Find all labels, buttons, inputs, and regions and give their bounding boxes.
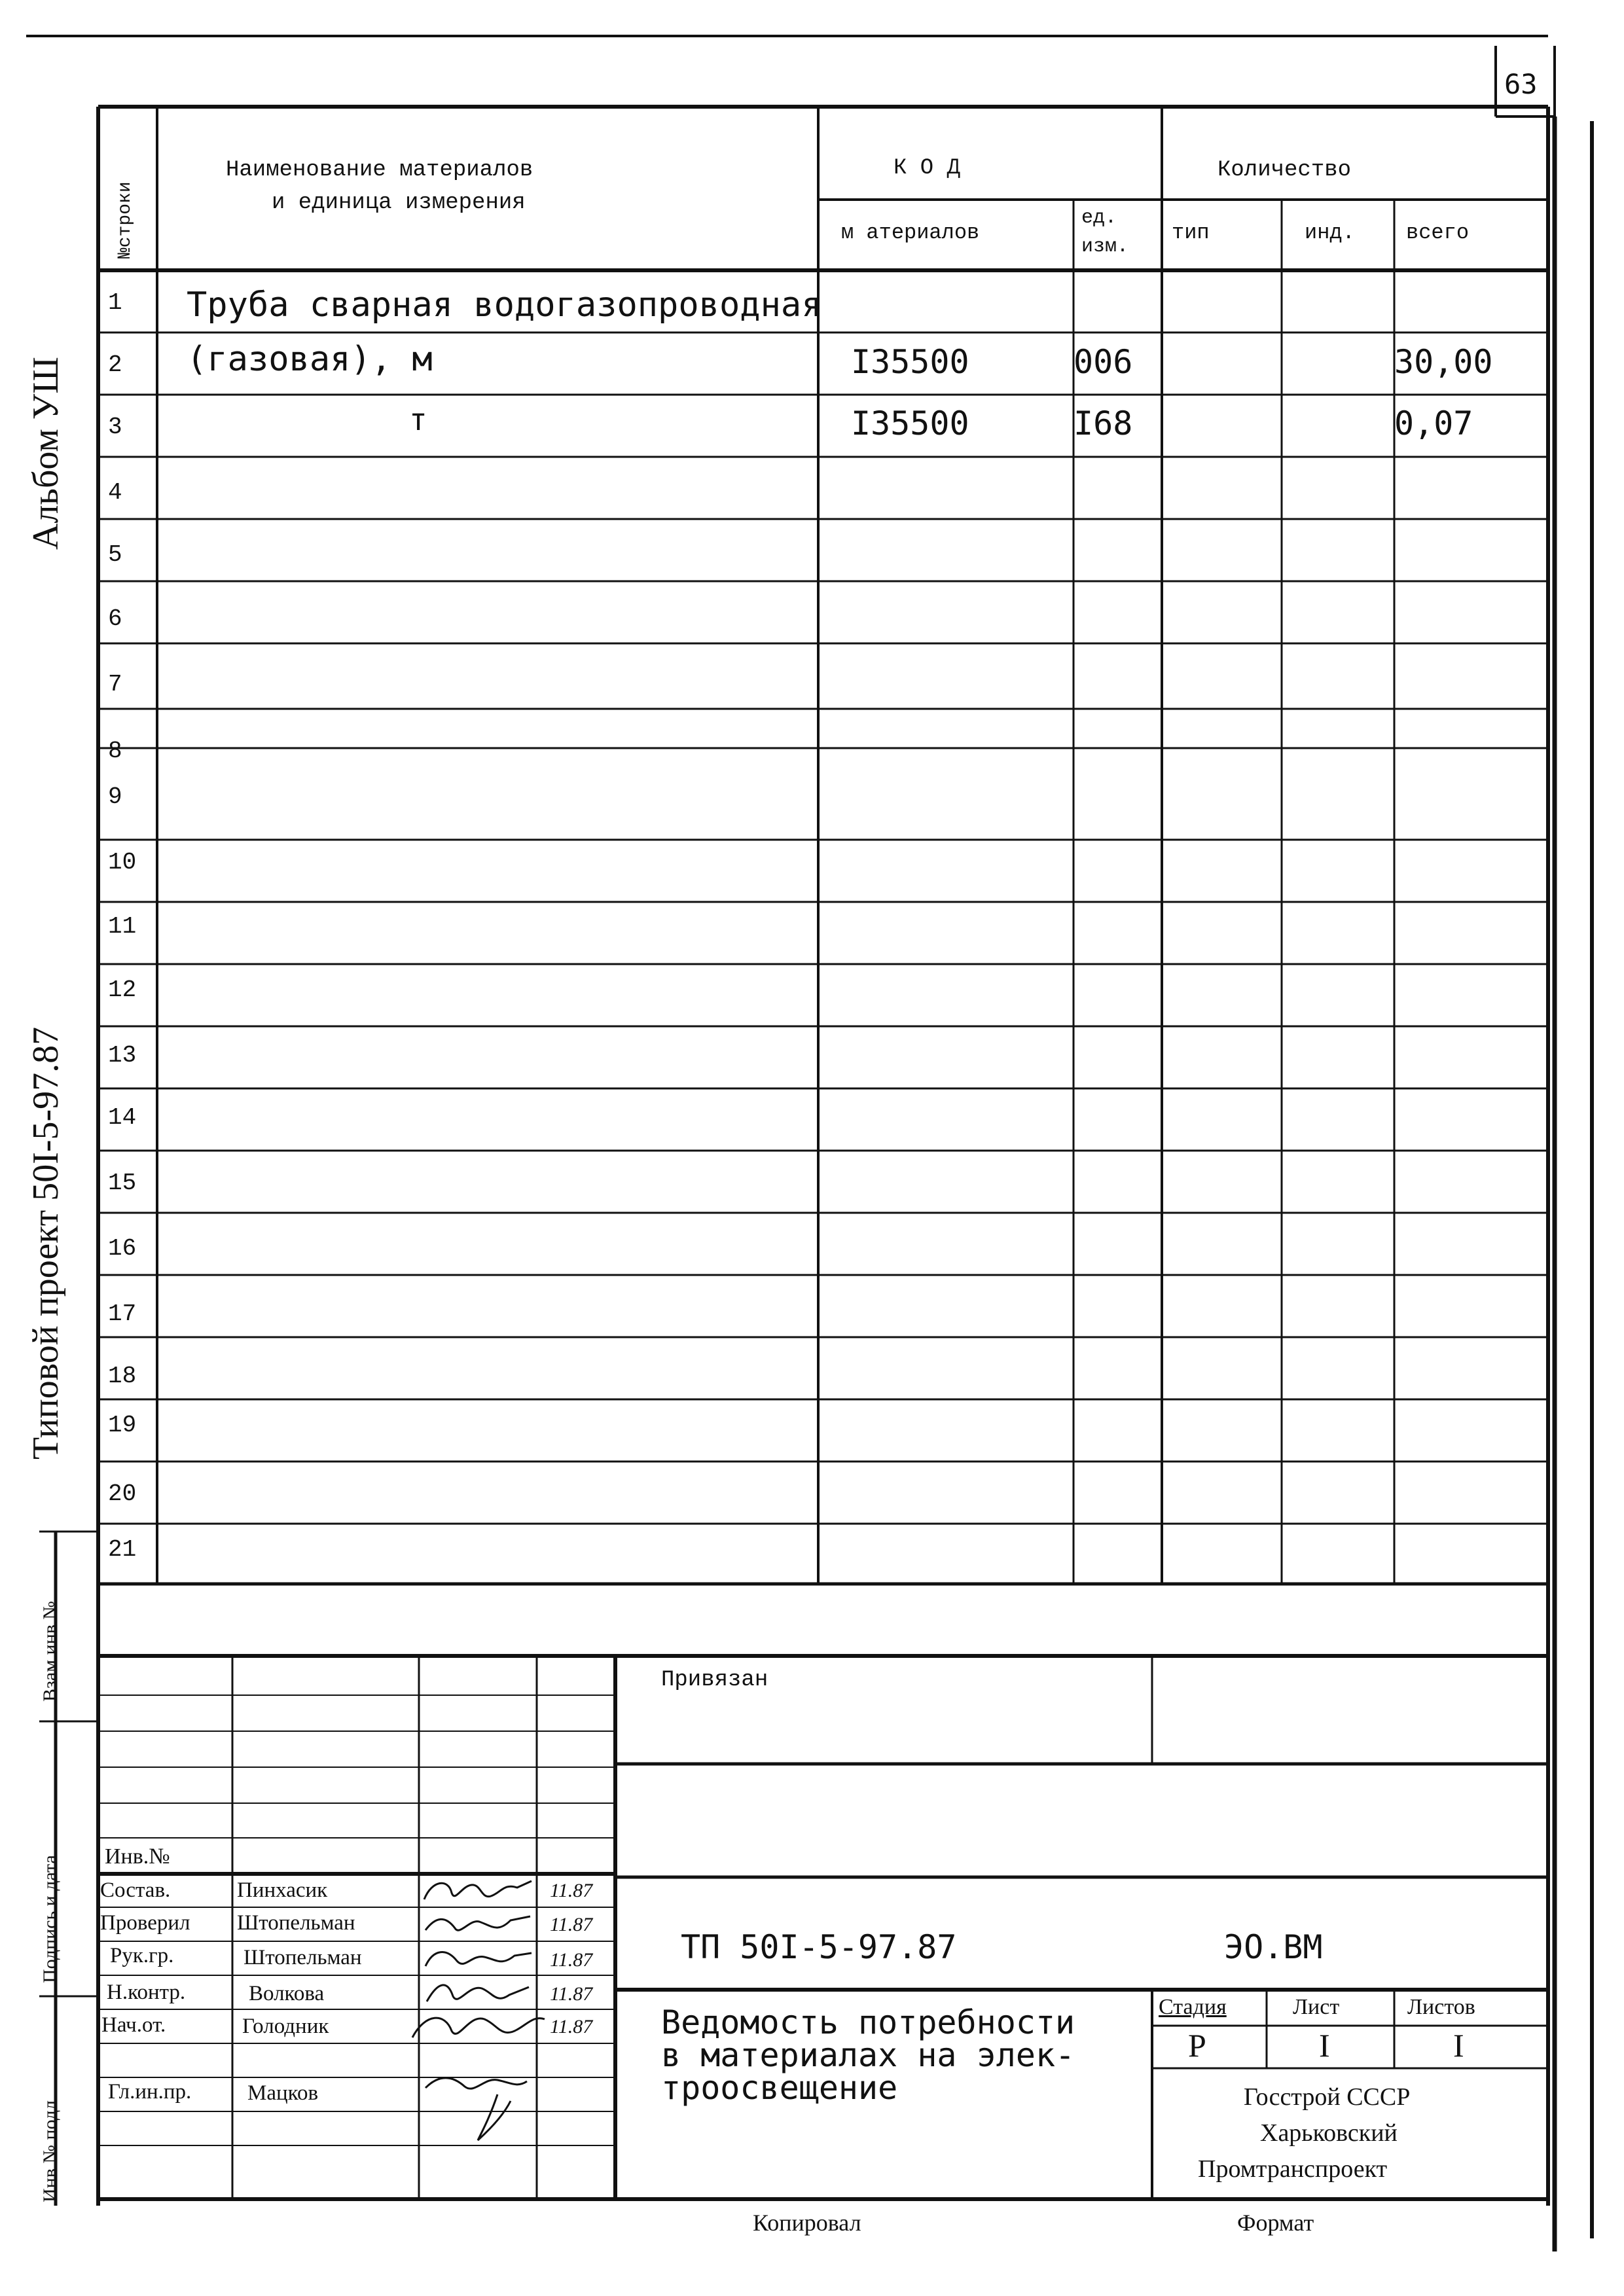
org-line1: Госстрой СССР xyxy=(1244,2083,1411,2111)
person-name: Голодник xyxy=(242,2015,329,2038)
row-number: 21 xyxy=(108,1536,137,1563)
row-number: 4 xyxy=(108,479,122,506)
row-number: 19 xyxy=(108,1412,137,1439)
row-number: 11 xyxy=(108,913,137,940)
album-title: Альбом УШ xyxy=(26,357,66,550)
person-date: 11.87 xyxy=(550,1949,593,1971)
row-number: 5 xyxy=(108,541,122,568)
sheets-value: I xyxy=(1453,2027,1464,2064)
signature-shtopelman-2 xyxy=(419,1941,537,1975)
footer-format: Формат xyxy=(1237,2210,1314,2236)
row-2-code: I35500 xyxy=(851,343,969,381)
document-title-line2: в материалах на элек- xyxy=(661,2036,1075,2074)
row-2-total: 30,00 xyxy=(1394,343,1493,381)
person-name: Волкова xyxy=(249,1982,325,2005)
row-number: 15 xyxy=(108,1170,137,1196)
person-date: 11.87 xyxy=(550,2016,593,2037)
header-total: всего xyxy=(1406,221,1470,245)
designation-code: ТП 50I-5-97.87 xyxy=(681,1928,957,1966)
row-number: 3 xyxy=(108,414,122,440)
header-quantity: Количество xyxy=(1218,158,1352,183)
project-title: Типовой проект 50I-5-97.87 xyxy=(26,1026,66,1460)
sheet-value: I xyxy=(1319,2027,1330,2064)
sheets-label: Листов xyxy=(1407,1995,1475,2019)
row-number: 16 xyxy=(108,1235,137,1262)
row-2-name: (газовая), м xyxy=(187,340,433,379)
person-date: 11.87 xyxy=(550,1914,593,1935)
page-number: 63 xyxy=(1504,68,1538,100)
document-title-line3: троосвещение xyxy=(661,2069,898,2107)
org-line2: Харьковский xyxy=(1260,2119,1398,2147)
person-role: Состав. xyxy=(100,1878,171,1902)
row-number: 12 xyxy=(108,977,137,1003)
row-number: 1 xyxy=(108,289,122,316)
row-3-total: 0,07 xyxy=(1394,404,1473,442)
person-role: Гл.ин.пр. xyxy=(108,2080,192,2104)
row-number: 6 xyxy=(108,605,122,632)
row-number: 2 xyxy=(108,351,122,378)
header-tip: тип xyxy=(1172,221,1210,245)
person-role: Нач.от. xyxy=(101,2013,166,2037)
person-role: Н.контр. xyxy=(107,1981,186,2004)
row-number: 18 xyxy=(108,1363,137,1390)
privyazan-label: Привязан xyxy=(661,1668,768,1693)
row-3-code: I35500 xyxy=(851,404,969,442)
person-name: Штопельман xyxy=(237,1911,355,1935)
header-materials: м атериалов xyxy=(841,221,980,245)
signature-matskov xyxy=(419,2068,537,2147)
row-number: 20 xyxy=(108,1480,137,1507)
signature-golodnik xyxy=(406,2006,550,2045)
inv-no-label: Инв.№ xyxy=(105,1844,170,1869)
sheet-label: Лист xyxy=(1293,1995,1340,2019)
person-date: 11.87 xyxy=(550,1880,593,1901)
row-3-unit: I68 xyxy=(1074,404,1133,442)
signature-volkova xyxy=(419,1975,537,2009)
person-date: 11.87 xyxy=(550,1983,593,2005)
signature-shtopelman-1 xyxy=(419,1907,537,1941)
row-1-name: Труба сварная водогазопроводная xyxy=(187,285,822,325)
stage-label: Стадия xyxy=(1159,1995,1227,2019)
row-number: 8 xyxy=(108,738,122,764)
footer-copied: Копировал xyxy=(753,2210,861,2236)
header-name-line1: Наименование материалов xyxy=(226,158,533,183)
header-kod: К О Д xyxy=(893,156,961,181)
row-2-unit: 006 xyxy=(1074,343,1133,381)
row-3-name: т xyxy=(409,402,427,437)
row-number: 17 xyxy=(108,1300,137,1327)
header-unit-line1: ед. xyxy=(1081,207,1117,229)
org-line3: Промтранспроект xyxy=(1198,2155,1388,2183)
person-name: Мацков xyxy=(247,2081,319,2105)
person-role: Рук.гр. xyxy=(110,1944,174,1967)
vzam-inv-label: Взам.инв.№ xyxy=(39,1600,61,1702)
header-name-line2: и единица измерения xyxy=(272,190,526,215)
row-number: 9 xyxy=(108,783,122,810)
header-row-no: №строки xyxy=(115,181,135,259)
inv-podl-label: Инв.№ подл. xyxy=(39,2095,61,2202)
document-title-line1: Ведомость потребности xyxy=(661,2003,1075,2041)
stage-value: Р xyxy=(1188,2027,1206,2064)
person-role: Проверил xyxy=(100,1911,190,1935)
signature-pinkhasik xyxy=(419,1873,537,1907)
podpis-data-label: Подпись и дата xyxy=(39,1855,61,1983)
row-number: 7 xyxy=(108,671,122,698)
row-number: 10 xyxy=(108,849,137,876)
person-name: Штопельман xyxy=(244,1946,362,1969)
person-name: Пинхасик xyxy=(237,1878,328,1902)
row-number: 14 xyxy=(108,1104,137,1131)
row-number: 13 xyxy=(108,1042,137,1069)
designation-suffix: ЭО.ВМ xyxy=(1224,1928,1323,1966)
header-unit-line2: изм. xyxy=(1081,236,1129,258)
header-ind: инд. xyxy=(1305,221,1355,245)
